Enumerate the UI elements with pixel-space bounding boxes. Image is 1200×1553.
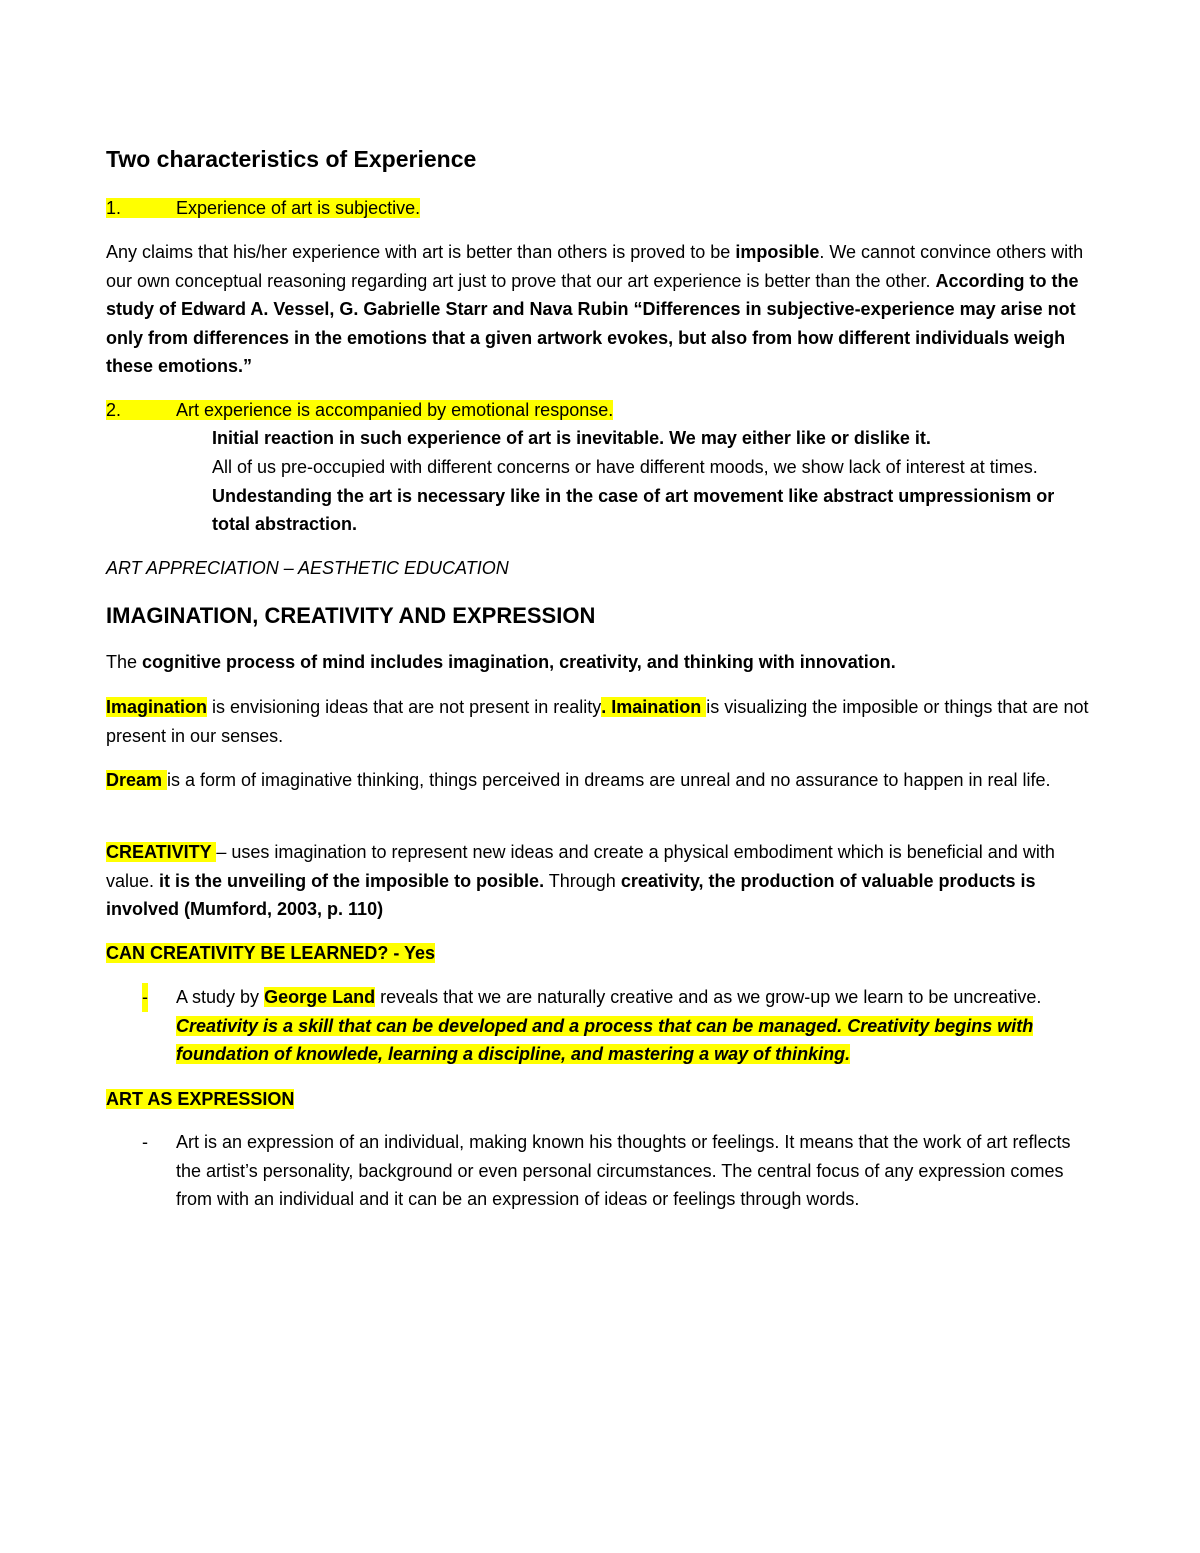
text-run: The: [106, 652, 143, 672]
text-run: is envisioning ideas that are not present in reality: [207, 697, 602, 717]
bullet-art-expression: [106, 1128, 1096, 1218]
text-run: All of us pre-occupied with different concerns or have different moods, we show lack of interest at times.: [212, 457, 1038, 477]
highlight-term: Creativity is a skill that can be developed and a process that can be managed. Creativity begins with foundation of knowlede, learning a discipline, and mastering a way of thinking.: [176, 1015, 1034, 1064]
text-run: – uses imagination to represent new ideas and create a physical embodiment which is beneficial and with value.: [106, 842, 1055, 891]
highlight-term: George Land: [264, 987, 376, 1007]
text-run-bold: According to the study of Edward A. Vessel, G. Gabrielle Starr and Nava Rubin “Differences in subjective-experience may arise not only from differences in the emotions that a given artwork evokes, but also from how different individuals weigh these emotions.”: [106, 270, 1079, 376]
bullet-dash: -: [142, 983, 148, 1012]
question-heading: [106, 939, 1096, 968]
list-item-2: [106, 396, 613, 425]
text-run: is a form of imaginative thinking, things perceived in dreams are unreal and no assurance to happen in real life.: [167, 770, 1051, 790]
list-number: 2.: [106, 400, 122, 420]
text-run: Any claims that his/her experience with art is better than others is proved to be: [106, 242, 736, 262]
paragraph-creativity: [106, 838, 1096, 924]
text-run-bold: imposible: [735, 242, 820, 262]
bullet-text: [176, 983, 1096, 1069]
text-run-bold: cognitive process of mind includes imagination, creativity, and thinking with innovation.: [142, 652, 896, 672]
highlight-term: CAN CREATIVITY BE LEARNED? - Yes: [106, 943, 436, 963]
text-run-bold: Undestanding the art is necessary like in the case of art movement like abstract umpressionism or total abstraction.: [212, 485, 1055, 534]
expression-heading: [106, 1085, 1096, 1114]
text-run-bold: creativity, the production of valuable products is involved (Mumford, 2003, p. 110): [106, 870, 1036, 919]
highlight-term: CREATIVITY: [106, 842, 217, 862]
text-run-bold: it is the unveiling of the imposible to posible.: [159, 870, 545, 891]
bullet-george-land: [106, 983, 1096, 1073]
list-number: 1.: [106, 198, 122, 218]
paragraph-imagination: [106, 693, 1096, 750]
paragraph-preoccupied: [212, 453, 1096, 539]
text-run: is visualizing the imposible or things that are not present in our senses.: [106, 697, 1089, 746]
bullet-dash: -: [142, 1132, 148, 1152]
section-title: Two characteristics of Experience: [106, 146, 477, 172]
list-item-1: [106, 194, 420, 223]
paragraph-subjective: [106, 238, 1096, 381]
paragraph-dream: [106, 766, 1096, 795]
course-label: ART APPRECIATION – AESTHETIC EDUCATION: [106, 558, 509, 578]
highlight-term: ART AS EXPRESSION: [106, 1089, 295, 1109]
list-item-text: Experience of art is subjective.: [176, 198, 421, 218]
section-heading: IMAGINATION, CREATIVITY AND EXPRESSION: [106, 603, 596, 628]
text-run: A study by: [176, 987, 265, 1007]
text-run: . We cannot convince others with our own conceptual reasoning regarding art just to prove that our art experience is better than the other.: [106, 242, 1084, 291]
paragraph-cognitive: [106, 648, 1096, 677]
bullet-text: Art is an expression of an individual, making known his thoughts or feelings. It means that the work of art reflects the artist’s personality, background or even personal circumstances. The central focus of any expression comes from with an individual and it can be an expression of ideas or feelings through words.: [176, 1132, 1071, 1209]
highlight-term: Dream: [106, 770, 168, 790]
highlight-term: . Imaination: [601, 697, 707, 717]
text-run: Through: [544, 870, 621, 891]
list-item-2-highlight: [106, 400, 613, 420]
list-item-text: Art experience is accompanied by emotional response.: [176, 400, 614, 420]
paragraph-initial-reaction: [212, 424, 1096, 453]
text-run: reveals that we are naturally creative and as we grow-up we learn to be uncreative.: [375, 987, 1042, 1007]
text-run-bold: Initial reaction in such experience of art is inevitable. We may either like or dislike it.: [212, 428, 931, 448]
highlight-term: Imagination: [106, 697, 208, 717]
list-item-1-highlight: [106, 198, 420, 218]
